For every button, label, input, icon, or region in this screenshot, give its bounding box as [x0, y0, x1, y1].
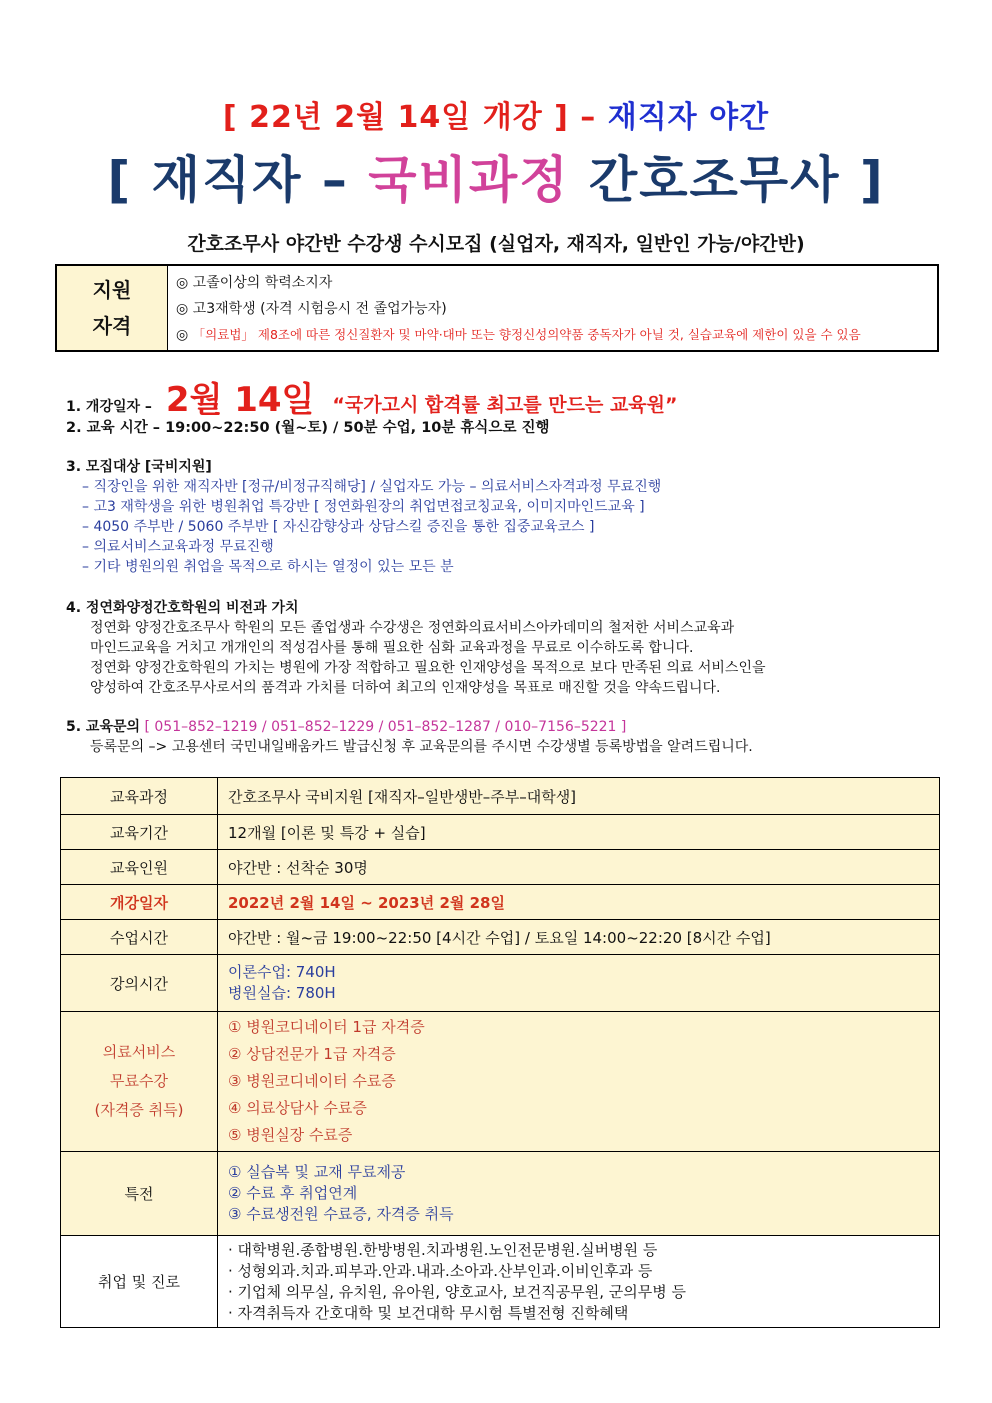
medical-header-line: (자격증 취득)	[94, 1101, 184, 1119]
people-header: 교육인원	[61, 850, 218, 885]
contact-phones: [ 051–852–1219 / 051–852–1229 / 051–852–1287 / 010–7156–5221 ]	[140, 719, 627, 735]
course-header: 교육과정	[61, 778, 218, 815]
qualification-item: ◎ 고졸이상의 학력소지자	[176, 275, 333, 291]
table-row	[61, 1012, 940, 1152]
qualification-label	[57, 266, 168, 350]
class-time-header: 수업시간	[61, 920, 218, 955]
benefit-item: ③ 수료생전원 수료증, 자격증 취득	[228, 1205, 454, 1223]
qualification-box	[55, 264, 939, 352]
recruit-item: – 직장인을 위한 재직자반 [정규/비정규직해당] / 실업자도 가능 – 의료서비스자격과정 무료진행	[82, 479, 662, 495]
medical-service-value	[218, 1012, 940, 1152]
qualification-item-warning-text: 「의료법」 제8조에 따른 정신질환자 및 마약·대마 또는 향정신성의약품 중독자가 아닐 것, 실습교육에 제한이 있을 수 있음	[192, 327, 861, 342]
course-value: 간호조무사 국비지원 [재직자–일반생반–주부–대학생]	[218, 778, 940, 815]
section-contact-head: 5. 교육문의	[66, 719, 141, 735]
recruit-item: – 의료서비스교육과정 무료진행	[82, 539, 274, 555]
main-title-highlight: 국비과정	[368, 151, 570, 209]
career-item: · 기업체 의무실, 유치원, 유아원, 양호교사, 보건직공무원, 군의무병 등	[228, 1282, 686, 1301]
contact-line: 등록문의 –> 고용센터 국민내일배움카드 발급신청 후 교육문의를 주시면 수강생별 등록방법을 알려드립니다.	[90, 739, 753, 755]
career-item: · 자격취득자 간호대학 및 보건대학 무시험 특별전형 진학혜택	[228, 1303, 629, 1322]
lecture-value	[218, 955, 940, 1012]
table-row	[61, 815, 940, 850]
contact-row	[66, 717, 753, 737]
medical-service-header	[61, 1012, 218, 1152]
qualification-item: ◎ 고3재학생 (자격 시험응시 전 졸업가능자)	[176, 301, 447, 317]
section-class-time: 2. 교육 시간 – 19:00~22:50 (월~토) / 50분 수업, 10분 휴식으로 진행	[66, 420, 550, 436]
vision-line: 마인드교육을 거치고 개개인의 적성검사를 통해 필요한 심화 교육과정을 무료로 이수하도록 합니다.	[90, 640, 694, 656]
table-row	[61, 1236, 940, 1328]
career-item: · 성형외과.치과.피부과.안과.내과.소아과.산부인과.이비인후과 등	[228, 1261, 653, 1280]
benefit-value	[218, 1152, 940, 1236]
career-value	[218, 1236, 940, 1328]
recruit-item: – 기타 병원의원 취업을 목적으로 하시는 열정이 있는 모든 분	[82, 559, 454, 575]
qualification-label-line1: 지원	[92, 278, 132, 302]
section-contact	[66, 717, 753, 757]
table-row	[61, 885, 940, 920]
medical-header-line: 의료서비스	[102, 1043, 176, 1061]
section-recruit-target	[66, 457, 661, 577]
lecture-line: 병원실습: 780H	[228, 984, 336, 1002]
open-date-value: 2022년 2월 14일 ~ 2023년 2월 28일	[218, 885, 940, 920]
table-row	[61, 1152, 940, 1236]
main-title-post: 간호조무사 ]	[569, 151, 885, 209]
course-info-table	[60, 777, 940, 1328]
benefit-item: ② 수료 후 취업연계	[228, 1184, 358, 1202]
subtitle: 간호조무사 야간반 수강생 수시모집 (실업자, 재직자, 일반인 가능/야간반)	[187, 233, 805, 255]
vision-line: 정연화 양정간호학원의 가치는 병원에 가장 적합하고 필요한 인재양성을 목적으로 보다 만족된 의료 서비스인을	[90, 660, 766, 676]
qualification-items	[168, 266, 937, 350]
benefit-header: 특전	[61, 1152, 218, 1236]
main-title	[0, 140, 992, 212]
section-vision-head: 4. 정연화양정간호학원의 비전과 가치	[66, 600, 299, 616]
vision-line: 양성하여 간호조무사로서의 품격과 가치를 더하여 최고의 인재양성을 목표로 매진할 것을 약속드립니다.	[90, 680, 721, 696]
table-row	[61, 850, 940, 885]
medical-header-line: 무료수강	[110, 1072, 168, 1090]
period-value: 12개월 [이론 및 특강 + 실습]	[218, 815, 940, 850]
certificate-item: ⑤ 병원실장 수료증	[228, 1126, 353, 1144]
section-open-date-label: 1. 개강일자 –	[66, 399, 152, 415]
open-date-banner: [ 22년 2월 14일 개강 ] –	[222, 100, 597, 135]
certificate-item: ① 병원코디네이터 1급 자격증	[228, 1018, 425, 1036]
section-vision	[66, 598, 766, 698]
certificate-item: ② 상담전문가 1급 자격증	[228, 1045, 396, 1063]
qualification-item-bullet: ◎	[176, 327, 193, 343]
top-title	[0, 92, 992, 136]
section-open-date	[66, 372, 678, 421]
period-header: 교육기간	[61, 815, 218, 850]
vision-line: 정연화 양정간호조무사 학원의 모든 졸업생과 수강생은 정연화의료서비스아카데미의 철저한 서비스교육과	[90, 620, 735, 636]
lecture-header: 강의시간	[61, 955, 218, 1012]
open-date-header: 개강일자	[61, 885, 218, 920]
table-row	[61, 778, 940, 815]
career-header: 취업 및 진로	[61, 1236, 218, 1328]
benefit-item: ① 실습복 및 교재 무료제공	[228, 1163, 406, 1181]
section-recruit-head: 3. 모집대상 [국비지원]	[66, 459, 212, 475]
section-open-date-quote: “국가고시 합격률 최고를 만드는 교육원”	[332, 394, 678, 416]
lecture-line: 이론수업: 740H	[228, 963, 336, 981]
career-item: · 대학병원.종합병원.한방병원.치과병원.노인전문병원.실버병원 등	[228, 1240, 658, 1259]
qualification-label-line2: 자격	[92, 314, 132, 338]
certificate-item: ③ 병원코디네이터 수료증	[228, 1072, 396, 1090]
section-open-date-value: 2월 14일	[165, 380, 315, 420]
class-time-value: 야간반 : 월~금 19:00~22:50 [4시간 수업] / 토요일 14:00~22:20 [8시간 수업]	[218, 920, 940, 955]
qualification-item-warning	[176, 322, 937, 348]
recruit-item: – 고3 재학생을 위한 병원취업 특강반 [ 정연화원장의 취업면접코칭교육, 이미지마인드교육 ]	[82, 499, 645, 515]
certificate-item: ④ 의료상담사 수료증	[228, 1099, 367, 1117]
table-row	[61, 920, 940, 955]
class-type-banner: 재직자 야간	[596, 100, 770, 135]
recruit-item: – 4050 주부반 / 5060 주부반 [ 자신감향상과 상담스킬 증진을 통한 집중교육코스 ]	[82, 519, 595, 535]
people-value: 야간반 : 선착순 30명	[218, 850, 940, 885]
main-title-pre: [ 재직자 –	[107, 151, 369, 209]
table-row	[61, 955, 940, 1012]
